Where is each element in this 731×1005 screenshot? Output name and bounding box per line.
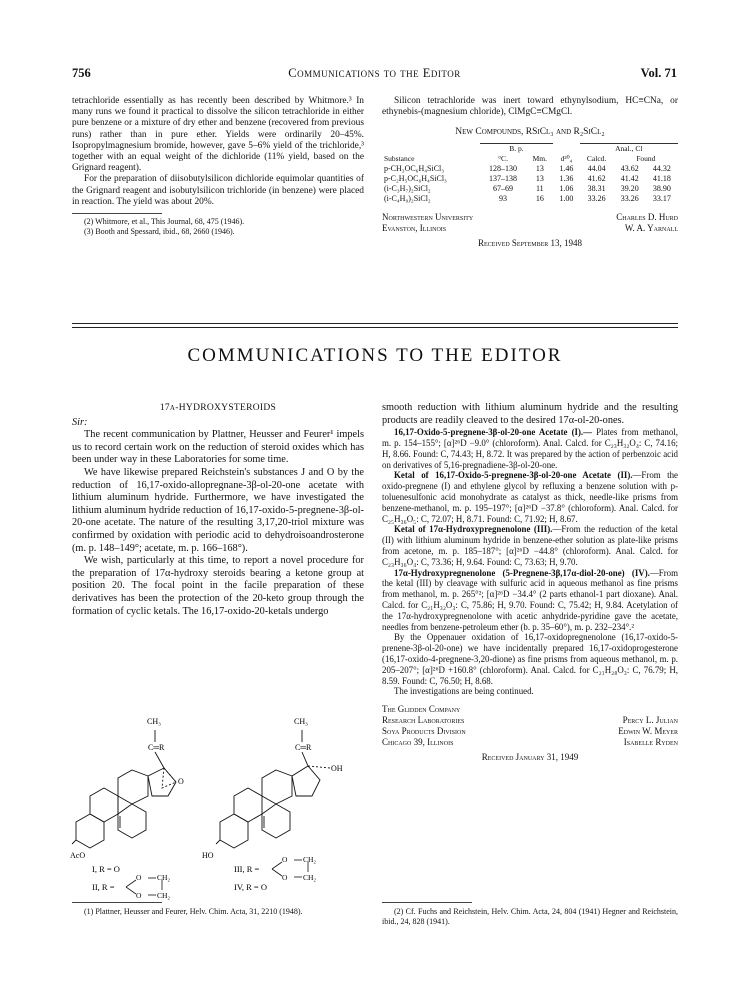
table-cell: 41.18 <box>652 173 671 183</box>
table-cell: 16 <box>535 193 544 203</box>
table-cell: 13 <box>535 173 544 183</box>
section-title: COMMUNICATIONS TO THE EDITOR <box>187 345 563 366</box>
affiliation-line: Research Laboratories <box>382 715 465 726</box>
table-cell: p-CH₃OC₆H₄SiCl₃ <box>384 163 445 173</box>
ketal-ch2-label: CH₂ <box>303 873 317 882</box>
table-cell: 38.90 <box>652 183 671 193</box>
column-header: Substance <box>384 153 415 163</box>
paragraph-text: Plates from methanol, m. p. 154–155°; [α]²⁶D −9.0° (chloroform). Anal. Calcd. for C₂₃H₃₂O₄: C, 74.16; H, 8.66. Found: C, 74.43; H, 8.72. It was prepared by the action of perbenzoic acid on derivatives of 5,16-pregnadiene-3β-ol-20-one. <box>382 427 678 470</box>
steroid-structures-figure <box>70 712 364 900</box>
page-number: 756 <box>72 66 91 80</box>
received-date: Received September 13, 1948 <box>477 237 582 248</box>
footnote: (2) Cf. Fuchs and Reichstein, Helv. Chim. Acta, 24, 804 (1941) Hegner and Reichstein, ibid., 24, 828 (1941). <box>382 907 678 926</box>
table-cell: (i-C₃H₇)₂SiCl₂ <box>384 183 431 193</box>
paragraph-text: —From the ketal (III) by cleavage with sulfuric acid in aqueous methanol as fine prisms from methanol, m. p. 265°²; [α]²⁶D −34.4° (2 parts ethanol-1 part dioxane). Anal. Calcd. for C₂₁H₃₂O₃: C, 75.86; H, 9.70. Found: C, 75.42; H, 9.84. Acetylation of the 17α-hydroxypregnenolone with acetic anhydride-pyridine gave the acetate, needles from benzene-petroleum ether (b. p. 35–60°), m. p. 232–234°.² <box>382 567 678 632</box>
ketal-ch2-label: CH₂ <box>157 891 171 900</box>
footnote: (1) Plattner, Heusser and Feurer, Helv. Chim. Acta, 31, 2210 (1948). <box>84 907 303 916</box>
table-cell: 33.17 <box>652 193 671 203</box>
running-head <box>72 66 677 82</box>
table-cell: 1.36 <box>559 173 574 183</box>
paragraph: smooth reduction with lithium aluminum hydride and the resulting products are readily cleaved to the desired 17α-ol-20-ones. <box>382 402 678 426</box>
footnote-rule <box>72 213 162 214</box>
experimental-paragraph <box>382 568 678 633</box>
paragraph: tetrachloride essentially as has recently been described by Whitmore.³ In many runs we found it practical to dissolve the silicon tetrachloride in either pure benzene or a mixture of dry ether and benzene (recovered from previous runs) rather than in pure ether. Yields were ordinarily 20–45%. Isopropylmagnesium bromide, however, gave 5–6% yield of the trichloride,³ together with an equal weight of the dichloride (11% yield, based on the Grignard reagent). <box>72 96 364 174</box>
table-cell: 38.31 <box>587 183 606 193</box>
epoxide-o-label: O <box>178 777 184 786</box>
prev-article-right-column <box>382 96 678 249</box>
ketal-o-label: O <box>282 855 288 864</box>
ch3-label: CH₃ <box>294 717 308 726</box>
compounds-table <box>382 143 678 204</box>
column-header: d²⁰₄ <box>560 153 573 163</box>
ketal-ch2-label: CH₂ <box>303 855 317 864</box>
bp-group-header: B. p. <box>480 143 554 154</box>
anal-group-header: Anal., Cl <box>580 143 678 154</box>
affiliation-line: Northwestern University <box>382 211 474 222</box>
volume-label: Vol. 71 <box>640 66 677 80</box>
oh-label: OH <box>331 764 343 773</box>
affiliation-line: Evanston, Illinois <box>382 222 447 233</box>
paragraph: We have likewise prepared Reichstein's substances J and O by the reduction of 16,17-oxido-allopregnane-3β-ol-20-one acetate with lithium aluminum hydride. Furthermore, we have investigated the lithium aluminum hydride reduction of 16,17-oxido-5-pregnene-3β-ol-20-one acetate. The nature of the resulting 3,17,20-triol mixture was confirmed by oxidation with periodic acid to dehydroisoandrosterone (m. p. 148–149°; acetate, m. p. 166–168°). <box>72 466 364 554</box>
compound-label-2: II, R = <box>92 882 115 892</box>
paragraph: For the preparation of diisobutylsilicon dichloride equimolar quantities of the Grignard reagent and isobutylsilicon trichloride (in benzene) were placed in reaction. The yield was about 20%. <box>72 174 364 207</box>
table-group-header-row <box>382 143 678 154</box>
footnote-rule <box>72 902 162 903</box>
salutation: Sir: <box>72 416 88 428</box>
ketal-o-label: O <box>136 873 142 882</box>
table-cell: 33.26 <box>587 193 606 203</box>
ketal-o-label: O <box>282 873 288 882</box>
table-row <box>382 174 678 184</box>
received-date: Received January 31, 1949 <box>481 752 579 763</box>
affiliation-line: Soya Products Division <box>382 726 466 737</box>
experimental-paragraph: By the Oppenauer oxidation of 16,17-oxidopregnenolone (16,17-oxido-5-prenene-3β-ol-20-one) we have incidentally prepared 16,17-oxidoprogesterone (16,17-oxido-4-pregnene-3,20-dione) as fine prisms from aqueous methanol, m. p. 205–207°; [α]²⁶D +160.8° (chloroform). Anal. Calcd. for C₂₁H₂₈O₃: C, 76.79; H, 8.59. Found: C, 76.50; H, 8.68. <box>382 632 678 686</box>
author-name: Percy L. Julian <box>622 715 678 726</box>
column-header: Found <box>636 153 656 163</box>
table-row <box>382 194 678 204</box>
table-cell: 13 <box>535 163 544 173</box>
footnote-rule <box>382 902 472 903</box>
table-cell: 44.04 <box>587 163 606 173</box>
section-divider <box>72 323 678 328</box>
running-title: Communications to the Editor <box>288 66 461 80</box>
ch3-label: CH₃ <box>147 717 161 726</box>
compound-label-3: III, R = <box>234 864 260 874</box>
paragraph-text: —From the reduction of the ketal (II) with lithium aluminum hydride in benzene-ether solution as plate-like prisms from acetone, m. p. 185–187°; [α]²⁶D −44.8° (chloroform). Anal. Calcd. for C₂₃H₃₆O₄: C, 73.36; H, 9.64. Found: C, 73.63; H, 9.70. <box>382 524 679 567</box>
table-cell: 1.46 <box>559 163 574 173</box>
aco-label: AcO <box>70 851 86 860</box>
prev-article-left-column <box>72 96 364 237</box>
affiliation-line: Chicago 39, Illinois <box>382 737 454 748</box>
article-left-column <box>72 402 364 618</box>
author-name: W. A. Yarnall <box>624 222 678 233</box>
paragraph-heading: 16,17-Oxido-5-pregnene-3β-ol-20-one Acetate (I).— <box>394 427 593 438</box>
ketal-ch2-label: CH₂ <box>157 873 171 882</box>
signature-block <box>382 212 678 234</box>
column-header: Calcd. <box>586 153 607 163</box>
column-header: °C. <box>498 153 508 163</box>
author-name: Edwin W. Meyer <box>618 726 678 737</box>
table-cell: 44.32 <box>652 163 671 173</box>
table-cell: 1.06 <box>559 183 574 193</box>
table-cell: 41.62 <box>587 173 606 183</box>
footnotes-right <box>382 907 678 927</box>
table-title: New Compounds, RSiCl₃ and R₂SiCl₂ <box>455 127 605 138</box>
paragraph-heading: Ketal of 16,17-Oxido-5-pregnene-3β-ol-20-one Acetate (II). <box>394 470 633 481</box>
compound-label-1: I, R = O <box>92 864 120 874</box>
paragraph: We wish, particularly at this time, to report a novel procedure for the preparation of 17α-hydroxy steroids bearing a ketone group at position 20. The focal point in the facile preparation of these derivatives has been the protection of the 20-keto group through the formation of cyclic ketals. The 16,17-oxido-20-ketals undergo <box>72 555 364 617</box>
paragraph: The recent communication by Plattner, Heusser and Feurer¹ impels us to record certain work on the reduction of steroid oxides which has been under way in these Laboratories for some time. <box>72 429 364 466</box>
table-cell: (i-C₄H₉)₂SiCl₂ <box>384 193 431 203</box>
experimental-paragraph: The investigations are being continued. <box>394 686 534 697</box>
article-title: 17α-HYDROXYSTEROIDS <box>159 403 277 413</box>
footnote: (2) Whitmore, et al., This Journal, 68, 475 (1946). <box>84 217 245 227</box>
experimental-paragraph <box>382 524 678 567</box>
paragraph-heading: 17α-Hydroxypregnenolone (5-Pregnene-3β,17α-diol-20-one) (IV). <box>394 567 650 578</box>
table-cell: 128–130 <box>489 163 518 173</box>
table-cell: 33.26 <box>620 193 639 203</box>
table-cell: 41.42 <box>620 173 639 183</box>
signature-block <box>382 704 678 748</box>
footnote: (3) Booth and Spessard, ibid., 68, 2660 (1946). <box>84 227 235 237</box>
table-cell: 137–138 <box>489 173 518 183</box>
structure-right <box>216 730 330 848</box>
cr-label: C═R <box>148 743 165 752</box>
table-cell: 11 <box>535 183 544 193</box>
column-header: Mm. <box>532 153 548 163</box>
author-name: Charles D. Hurd <box>616 211 678 222</box>
paragraph-text: —From the oxido-pregnene (I) and ethylene glycol by refluxing a benzene solution with p-toluenesulfonic acid monohydrate as catalyst as thick, needle-like prisms from benzene-methanol, m. p. 195–197°; [α]²⁶D −37.8° (chloroform). Anal. Calcd. for C₂₅H₃₆O₅: C, 72.07; H, 8.71. Found: C, 71.92; H, 8.67. <box>382 470 678 524</box>
compound-label-4: IV, R = O <box>234 882 267 892</box>
affiliation-line: The Glidden Company <box>382 704 461 715</box>
table-row <box>382 164 678 174</box>
table-cell: 93 <box>499 193 508 203</box>
table-cell: 43.62 <box>620 163 639 173</box>
table-cell: 39.20 <box>620 183 639 193</box>
ketal-o-label: O <box>136 891 142 900</box>
table-cell: 1.00 <box>559 193 574 203</box>
ho-label: HO <box>202 851 214 860</box>
footnotes-left <box>72 907 364 917</box>
experimental-paragraph <box>382 470 678 524</box>
cr-label: C═R <box>295 743 312 752</box>
table-row <box>382 184 678 194</box>
experimental-paragraph <box>382 427 678 470</box>
author-name: Isabelle Ryden <box>623 737 678 748</box>
table-cell: 67–69 <box>493 183 514 193</box>
table-cell: p-C₂H₅OC₆H₄SiCl₃ <box>384 173 447 183</box>
paragraph: Silicon tetrachloride was inert toward ethynylsodium, HC≡CNa, or ethynebis-(magnesium chloride), ClMgC≡CMgCl. <box>382 96 678 118</box>
article-right-column <box>382 402 678 763</box>
paragraph-heading: Ketal of 17α-Hydroxypregnenolone (III). <box>394 524 553 535</box>
table-header-row <box>382 154 678 164</box>
